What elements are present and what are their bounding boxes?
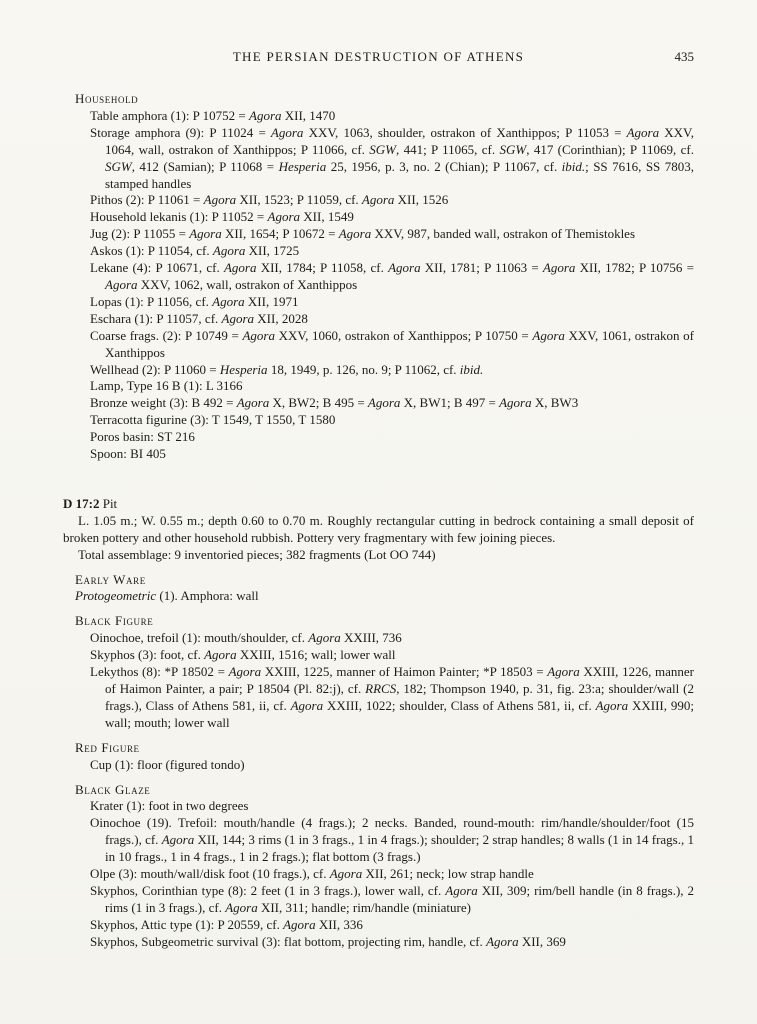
catalog-entry: Jug (2): P 11055 = Agora XII, 1654; P 10672 = Agora XXV, 987, banded wall, ostrakon of Themistokles [90,226,636,242]
black-glaze-section [63,782,694,951]
deposit-description: L. 1.05 m.; W. 0.55 m.; depth 0.60 to 0.70 m. Roughly rectangular cutting in bedrock containing a small deposit of broken pottery and other household rubbish. Pottery very fragmentary with few joining pieces. [63,512,694,545]
catalog-entry: Poros basin: ST 216 [90,429,195,445]
household-section [63,91,694,463]
deposit-id: D 17:2 [63,495,100,511]
early-ware-heading: Early Ware [75,571,146,587]
catalog-entry: Skyphos, Attic type (1): P 20559, cf. Agora XII, 336 [90,916,363,932]
catalog-entry: Lekythos (8): *P 18502 = Agora XXIII, 1225, manner of Haimon Painter; *P 18503 = Agora XXIII, 1226, manner of Haimon Painter, a pair; P 18504 (Pl. 82:j), cf. RRCS, 182; Thompson 1940, p. 31, fig. 23:a; shoulder/wall (2 frags.), Class of Athens 581, ii, cf. Agora XXIII, 1022; shoulder, Class of Athens 581, ii, cf. Agora XXIII, 990; wall; mouth; lower wall [90,664,694,730]
early-ware-section [63,572,694,606]
black-figure-heading: Black Figure [75,613,154,629]
catalog-entry: Cup (1): floor (figured tondo) [90,756,245,772]
household-entries [63,108,694,463]
red-figure-entries [63,757,694,774]
catalog-entry: Protogeometric (1). Amphora: wall [75,588,259,604]
deposit-type: Pit [102,495,118,511]
early-ware-entries [63,588,694,605]
catalog-entry: Skyphos (3): foot, cf. Agora XXIII, 1516; wall; lower wall [90,647,396,663]
red-figure-section [63,740,694,774]
catalog-entry: Bronze weight (3): B 492 = Agora X, BW2; B 495 = Agora X, BW1; B 497 = Agora X, BW3 [90,395,579,411]
catalog-entry: Lekane (4): P 10671, cf. Agora XII, 1784; P 11058, cf. Agora XII, 1781; P 11063 = Agora XII, 1782; P 10756 = Agora XXV, 1062, wall, ostrakon of Xanthippos [90,260,694,292]
catalog-entry: Pithos (2): P 11061 = Agora XII, 1523; P 11059, cf. Agora XII, 1526 [90,192,449,208]
black-figure-entries [63,630,694,731]
catalog-entry: Coarse frags. (2): P 10749 = Agora XXV, 1060, ostrakon of Xanthippos; P 10750 = Agora XXV, 1061, ostrakon of Xanthippos [90,327,695,360]
catalog-entry: Table amphora (1): P 10752 = Agora XII, 1470 [90,107,336,123]
red-figure-heading: Red Figure [75,739,140,755]
catalog-entry: Wellhead (2): P 11060 = Hesperia 18, 1949, p. 126, no. 9; P 11062, cf. ibid. [90,361,484,377]
black-figure-section [63,613,694,731]
catalog-entry: Oinochoe (19). Trefoil: mouth/handle (4 frags.); 2 necks. Banded, round-mouth: rim/handle/shoulder/foot (15 frags.), cf. Agora XII, 144; 3 rims (1 in 3 frags., 1 in 4 frags.); shoulder; 2 strap handles; 8 walls (1 in 14 frags., 1 in 10 frags., 1 in 4 frags., 1 in 2 frags.); flat bottom (3 frags.) [90,815,694,865]
catalog-entry: Lopas (1): P 11056, cf. Agora XII, 1971 [90,293,299,309]
deposit-section [63,496,694,564]
text-block [63,91,694,951]
black-glaze-heading: Black Glaze [75,781,151,797]
deposit-heading [63,496,694,513]
catalog-entry: Krater (1): foot in two degrees [90,798,249,814]
deposit-assemblage: Total assemblage: 9 inventoried pieces; 382 fragments (Lot OO 744) [78,546,436,562]
catalog-entry: Terracotta figurine (3): T 1549, T 1550, T 1580 [90,412,336,428]
black-glaze-entries [63,798,694,950]
catalog-entry: Skyphos, Corinthian type (8): 2 feet (1 in 3 frags.), lower wall, cf. Agora XII, 309; rim/bell handle (in 8 frags.), 2 rims (1 in 3 frags.), cf. Agora XII, 311; handle; rim/handle (miniature) [90,882,694,915]
household-heading: Household [75,91,139,106]
page-header [63,49,694,66]
catalog-entry: Household lekanis (1): P 11052 = Agora XII, 1549 [90,209,354,225]
page-number: 435 [674,49,694,64]
catalog-entry: Askos (1): P 11054, cf. Agora XII, 1725 [90,243,300,259]
catalog-entry: Oinochoe, trefoil (1): mouth/shoulder, cf. Agora XXIII, 736 [90,630,402,646]
catalog-entry: Lamp, Type 16 B (1): L 3166 [90,378,243,394]
catalog-entry: Spoon: BI 405 [90,446,166,462]
catalog-entry: Storage amphora (9): P 11024 = Agora XXV, 1063, shoulder, ostrakon of Xanthippos; P 11053 = Agora XXV, 1064, wall, ostrakon of Xanthippos; P 11066, cf. SGW, 441; P 11065, cf. SGW, 417 (Corinthian); P 11069, cf. SGW, 412 (Samian); P 11068 = Hesperia 25, 1956, p. 3, no. 2 (Chian); P 11067, cf. ibid.; SS 7616, SS 7803, stamped handles [90,124,694,191]
catalog-entry: Skyphos, Subgeometric survival (3): flat bottom, projecting rim, handle, cf. Agora XII, 369 [90,933,566,949]
catalog-entry: Olpe (3): mouth/wall/disk foot (10 frags.), cf. Agora XII, 261; neck; low strap handle [90,866,534,882]
catalog-entry: Eschara (1): P 11057, cf. Agora XII, 2028 [90,310,308,326]
running-title: THE PERSIAN DESTRUCTION OF ATHENS [232,49,525,64]
